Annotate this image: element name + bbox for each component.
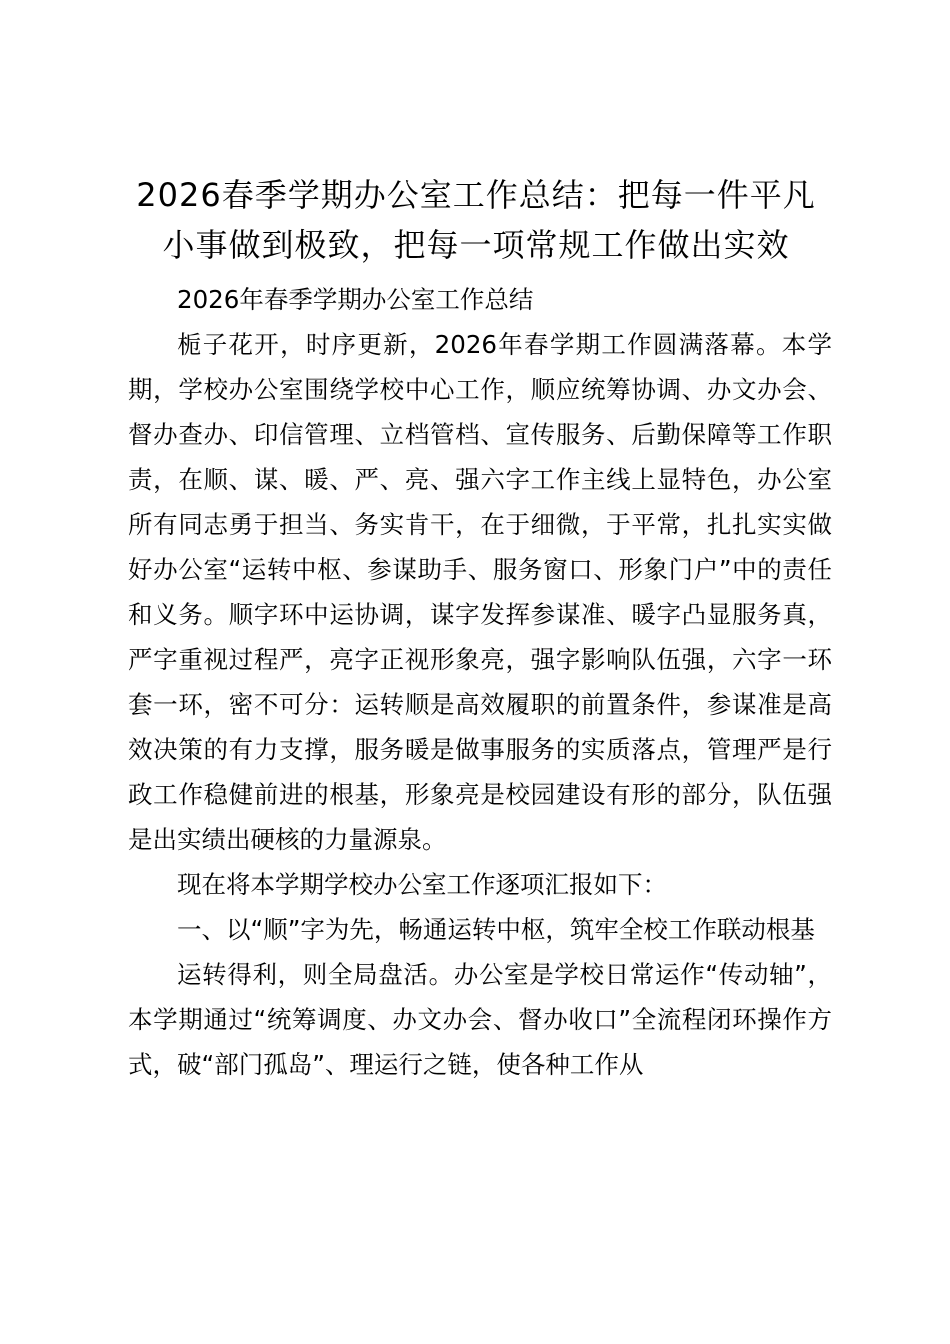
document-body xyxy=(128,277,832,1087)
section-heading-1: 一、以“顺”字为先，畅通运转中枢，筑牢全校工作联动根基 xyxy=(177,915,815,944)
paragraph-intro: 栀子花开，时序更新，2026年春学期工作圆满落幕。本学期，学校办公室围绕学校中心工作，顺应统筹协调、办文办会、督办查办、印信管理、立档管档、宣传服务、后勤保障等工作职责，在顺、谋、暖、严、亮、强六字工作主线上显特色，办公室所有同志勇于担当、务实肯干，在于细微，于平常，扎扎实实做好办公室“运转中枢、参谋助手、服务窗口、形象门户”中的责任和义务。顺字环中运协调，谋字发挥参谋准、暖字凸显服务真，严字重视过程严，亮字正视形象亮，强字影响队伍强，六字一环套一环，密不可分：运转顺是高效履职的前置条件，参谋准是高效决策的有力支撑，服务暖是做事服务的实质落点，管理严是行政工作稳健前进的根基，形象亮是校园建设有形的部分，队伍强是出实绩出硬核的力量源泉。 xyxy=(128,330,832,854)
paragraph-report-lead: 现在将本学期学校办公室工作逐项汇报如下： xyxy=(177,870,667,899)
paragraph-section-1: 运转得利，则全局盘活。办公室是学校日常运作“传动轴”，本学期通过“统筹调度、办文办会、督办收口”全流程闭环操作方式，破“部门孤岛”、理运行之链，使各种工作从 xyxy=(128,960,832,1079)
document-title: 2026春季学期办公室工作总结：把每一件平凡小事做到极致，把每一项常规工作做出实效 xyxy=(136,176,816,264)
document-subtitle: 2026年春季学期办公室工作总结 xyxy=(177,285,534,314)
